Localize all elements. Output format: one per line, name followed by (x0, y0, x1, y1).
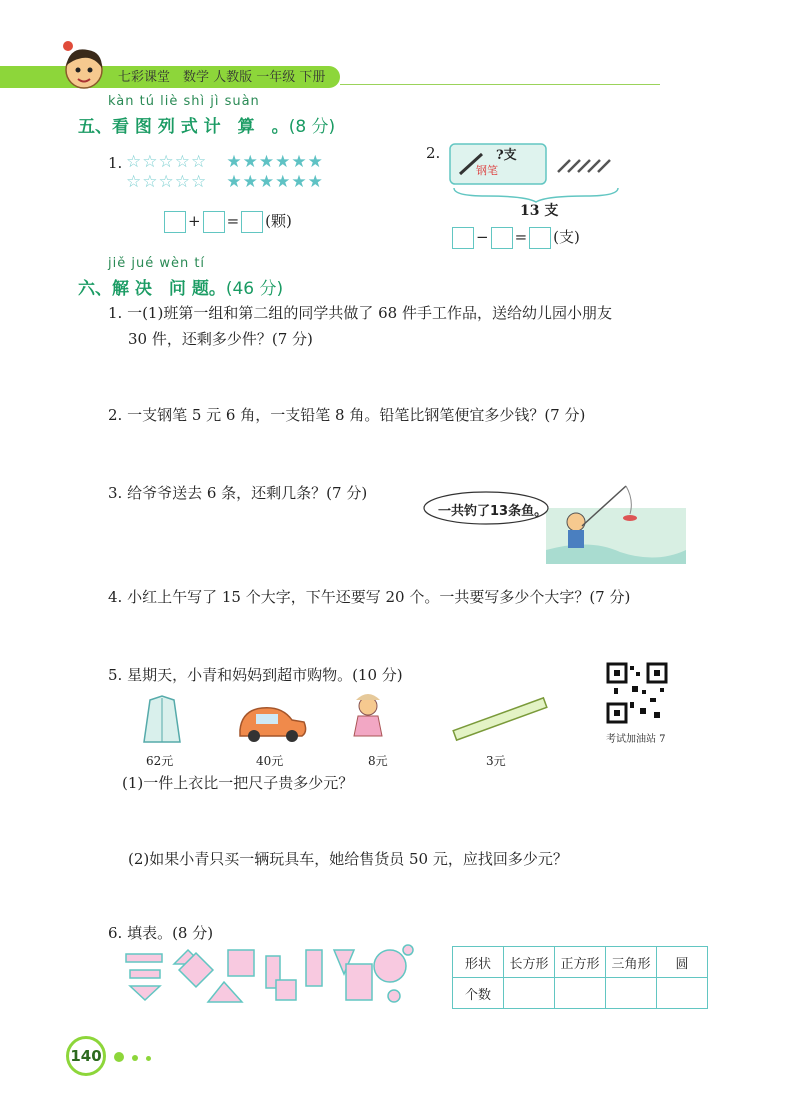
circle-shape (403, 945, 413, 955)
shopping-items-illustration (132, 690, 552, 750)
price-ruler: 3元 (486, 754, 506, 768)
mascot-icon (54, 38, 110, 94)
price-doll: 8元 (368, 754, 388, 768)
minus-sign: − (476, 228, 489, 246)
square-shape (276, 980, 296, 1000)
q5-1-number: 1. (108, 154, 123, 172)
sec6-pinyin: jiě jué wèn tí (108, 256, 206, 271)
outline-stars-icon: ☆☆☆☆☆ (126, 152, 208, 172)
sec5-pinyin: kàn tú liè shì jì suàn (108, 94, 260, 109)
answer-box[interactable] (491, 227, 513, 249)
table-header: 长方形 (504, 947, 555, 978)
decor-dot (146, 1056, 151, 1061)
pens-illustration (446, 140, 686, 220)
q6-1-text: 1. 一(1)班第一组和第二组的同学共做了 68 件手工作品，送给幼儿园小朋友 (108, 304, 612, 322)
q5-1-equation (162, 208, 292, 234)
sec6-title (78, 274, 283, 299)
answer-cell[interactable] (504, 978, 555, 1009)
q5-2-number: 2. (426, 144, 441, 162)
table-header: 形状 (453, 947, 504, 978)
unit-label: (颗) (265, 212, 292, 230)
toy-car-icon (240, 708, 306, 742)
fishing-illustration (420, 480, 690, 566)
q5-2-unknown-label: ?支 (496, 148, 517, 163)
triangle-shape (208, 982, 242, 1002)
ruler-icon (453, 698, 547, 740)
triangle-shape (130, 986, 160, 1000)
q6-1-text-cont: 30 件，还剩多少件？(7 分) (128, 330, 313, 348)
q6-5-sub1: (1)一件上衣比一把尺子贵多少元？ (122, 774, 354, 792)
header-rule (340, 84, 660, 85)
filled-stars-icon: ★★★★★★ (226, 152, 324, 172)
rectangle-shape (306, 950, 322, 986)
sec5-points: (8 分) (288, 117, 336, 137)
qr-caption: 考试加油站 7 (606, 734, 666, 745)
filled-stars-icon: ★★★★★★ (226, 172, 324, 192)
square-shape (228, 950, 254, 976)
shape-count-table (452, 946, 708, 1009)
answer-cell[interactable] (555, 978, 606, 1009)
price-coat: 62元 (146, 754, 174, 768)
q6-5-text: 5. 星期天，小青和妈妈到超市购物。(10 分) (108, 666, 403, 684)
answer-box[interactable] (452, 227, 474, 249)
rectangle-shape (130, 970, 160, 978)
q6-4-text: 4. 小红上午写了 15 个大字，下午还要写 20 个。一共要写多少个大字？(7 分) (108, 588, 631, 606)
q6-3-text: 3. 给爷爷送去 6 条，还剩几条？(7 分) (108, 484, 368, 502)
circle-shape (374, 950, 406, 982)
table-header: 圆 (657, 947, 708, 978)
doll-icon (354, 694, 382, 736)
q6-2-text: 2. 一支钢笔 5 元 6 角，一支铅笔 8 角。铅笔比钢笔便宜多少钱？(7 分) (108, 406, 586, 424)
q5-2-total-label: 13 支 (520, 203, 559, 219)
qr-code-icon (606, 662, 668, 724)
outline-stars-icon: ☆☆☆☆☆ (126, 172, 208, 192)
equals-sign: = (514, 228, 528, 246)
table-row (453, 947, 708, 978)
q6-6-text: 6. 填表。(8 分) (108, 924, 214, 942)
unit-label: (支) (553, 228, 580, 246)
price-car: 40元 (256, 754, 284, 768)
answer-cell[interactable] (606, 978, 657, 1009)
speech-bubble-text: 一共钓了13条鱼。 (438, 504, 548, 519)
equals-sign: = (226, 212, 240, 230)
table-header: 正方形 (555, 947, 606, 978)
answer-box[interactable] (203, 211, 225, 233)
page-number: 140 (66, 1036, 106, 1076)
sec6-title-text: 六、解 决 问 题。 (78, 279, 226, 299)
coat-icon (144, 696, 180, 742)
answer-box[interactable] (529, 227, 551, 249)
table-row (453, 978, 708, 1009)
star-rows (126, 152, 324, 192)
answer-box[interactable] (241, 211, 263, 233)
sec5-title-text: 五、看 图 列 式 计 算 。 (78, 117, 289, 137)
decor-dot (114, 1052, 124, 1062)
sec5-title (78, 112, 335, 137)
q5-2-equation (450, 224, 580, 250)
decor-dot (132, 1055, 138, 1061)
q6-5-sub2: (2)如果小青只买一辆玩具车，她给售货员 50 元，应找回多少元？ (128, 850, 568, 868)
answer-cell[interactable] (657, 978, 708, 1009)
rectangle-shape (346, 964, 372, 1000)
header-title: 七彩课堂 数学 人教版 一年级 下册 (118, 70, 326, 85)
q5-2-pen-label: 钢笔 (476, 164, 498, 177)
table-header: 三角形 (606, 947, 657, 978)
table-row-label: 个数 (453, 978, 504, 1009)
circle-shape (388, 990, 400, 1002)
sec6-points: (46 分) (225, 279, 284, 299)
shapes-illustration (124, 944, 424, 1006)
plus-sign: + (188, 212, 201, 230)
rectangle-shape (126, 954, 162, 962)
answer-box[interactable] (164, 211, 186, 233)
